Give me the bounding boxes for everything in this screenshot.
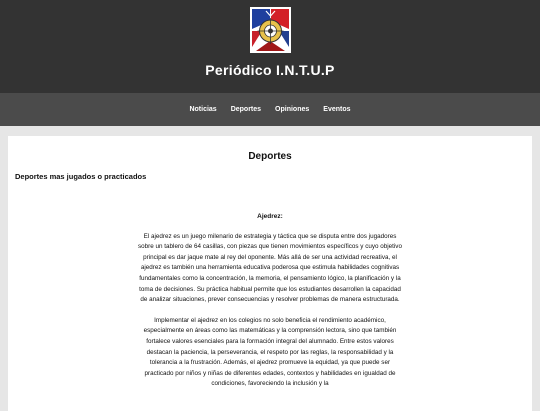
main-nav <box>0 93 540 126</box>
article-paragraph-1: El ajedrez es un juego milenario de estrategia y táctica que se disputa entre dos jugadores sobre un tablero de 64 casillas, con piezas que tienen movimientos específicos y cuyo objetivo principal es dar jaque mate al rey del oponente. Más allá de ser una actividad recreativa, el ajedrez es también una herramienta educativa poderosa que estimula habilidades cognitivas fundamentales como la concentración, la memoria, el pensamiento lógico, la planificación y la toma de decisiones. Su práctica habitual permite que los estudiantes desarrollen la capacidad de analizar situaciones, prever consecuencias y resolver problemas de manera estructurada. <box>138 232 402 304</box>
article-paragraph-2: Implementar el ajedrez en los colegios no solo beneficia el rendimiento académico, especialmente en áreas como las matemáticas y la comprensión lectora, sino que también fortalece valores esenciales para la formación integral del alumnado. Entre estos valores destacan la paciencia, la perseverancia, el respeto por las reglas, la responsabilidad y la tolerancia a la frustración. Además, el ajedrez promueve la equidad, ya que puede ser practicado por niños y niñas de diferentes edades, contextos y habilidades en igualdad de condiciones, favoreciendo la inclusión y la <box>143 316 397 388</box>
site-title: Periódico I.N.T.U.P <box>205 62 335 78</box>
nav-item-noticias[interactable]: Noticias <box>189 106 217 113</box>
article-heading: Ajedrez: <box>257 213 283 220</box>
page-title: Deportes <box>248 151 292 162</box>
nav-item-eventos[interactable]: Eventos <box>323 106 351 113</box>
article <box>138 212 402 390</box>
site-header <box>0 0 540 93</box>
nav-item-deportes[interactable]: Deportes <box>230 106 262 113</box>
section-title: Deportes mas jugados o practicados <box>15 172 147 181</box>
institution-crest-icon[interactable] <box>250 7 291 53</box>
content-panel <box>8 136 532 411</box>
nav-item-opiniones[interactable]: Opiniones <box>275 106 310 113</box>
